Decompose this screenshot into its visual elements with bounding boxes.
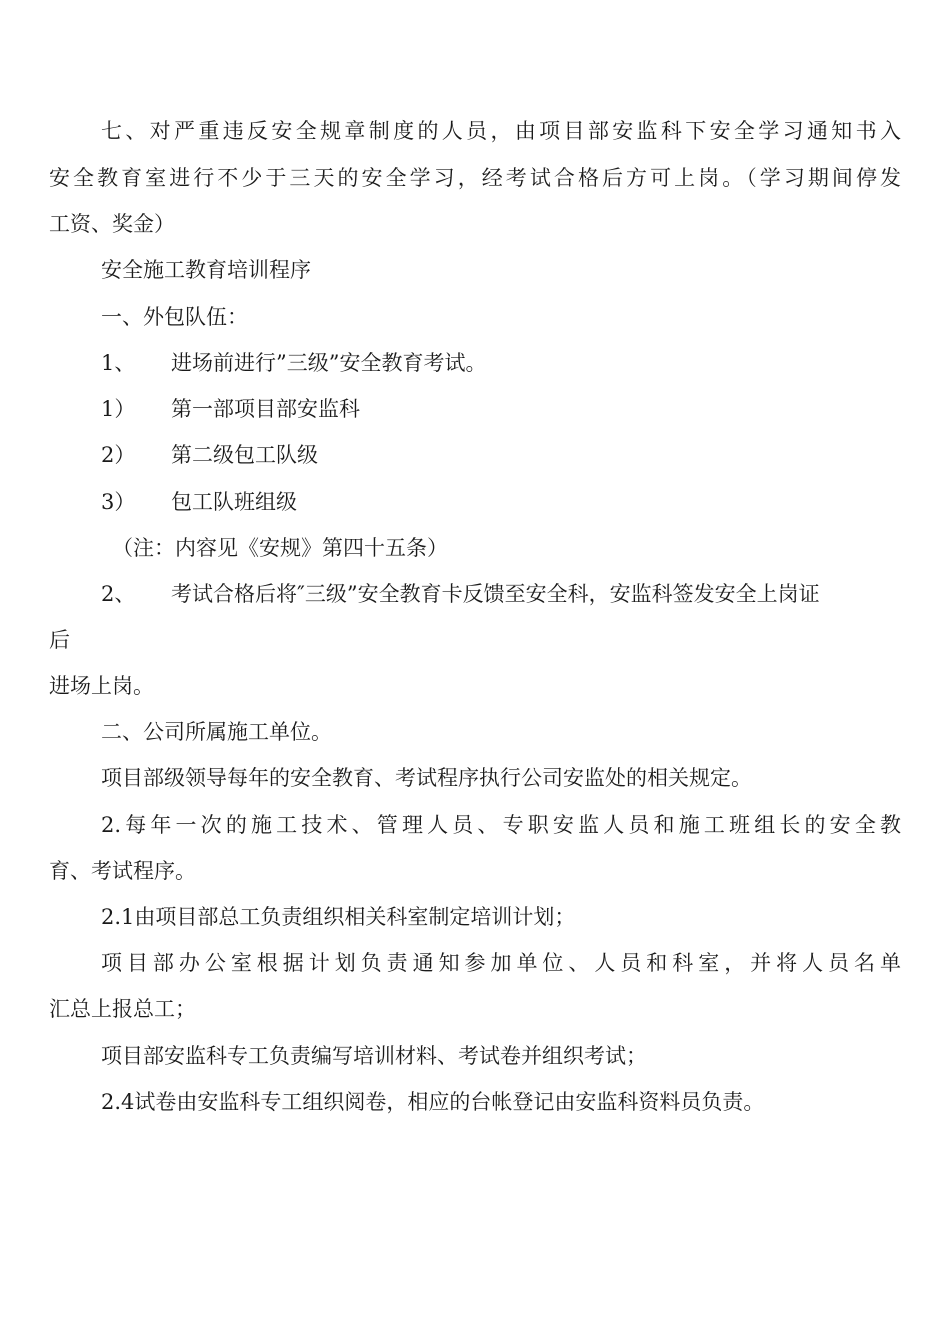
- paragraph-line: 项目部办公室根据计划负责通知参加单位、人员和科室，并将人员名单: [101, 951, 901, 975]
- list-item: [101, 394, 901, 424]
- paragraph-line: 2.4试卷由安监科专工组织阅卷，相应的台帐登记由安监科资料员负责。: [101, 1090, 765, 1114]
- list-text: 第一部项目部安监科: [171, 397, 360, 421]
- list-number: 1、: [101, 351, 136, 375]
- note-line: （注：内容见《安规》第四十五条）: [112, 536, 448, 560]
- list-number: 1）: [101, 397, 136, 421]
- section-heading: 安全施工教育培训程序: [101, 258, 311, 282]
- list-item: [101, 579, 901, 609]
- paragraph-line: 项目部级领导每年的安全教育、考试程序执行公司安监处的相关规定。: [101, 766, 752, 790]
- subsection-heading: 一、外包队伍：: [101, 305, 248, 329]
- list-text: 包工队班组级: [171, 490, 297, 514]
- list-item: [101, 348, 901, 378]
- list-item: [101, 440, 901, 470]
- paragraph-line: 后: [49, 628, 70, 652]
- list-text: 考试合格后将″三级”安全教育卡反馈至安全科，安监科签发安全上岗证: [171, 582, 820, 606]
- paragraph-line: 七、对严重违反安全规章制度的人员，由项目部安监科下安全学习通知书入: [101, 119, 901, 143]
- paragraph-line: 安全教育室进行不少于三天的安全学习，经考试合格后方可上岗。（学习期间停发: [49, 166, 901, 190]
- paragraph-line: 2.1由项目部总工负责组织相关科室制定培训计划；: [101, 905, 576, 929]
- paragraph-line: 进场上岗。: [49, 674, 154, 698]
- paragraph-line: 育、考试程序。: [49, 859, 196, 883]
- subsection-heading: 二、公司所属施工单位。: [101, 720, 332, 744]
- paragraph-line: 项目部安监科专工负责编写培训材料、考试卷并组织考试；: [101, 1044, 647, 1068]
- list-number: 3）: [101, 490, 136, 514]
- list-text: 进场前进行”三级”安全教育考试。: [171, 351, 487, 375]
- list-item: [101, 487, 901, 517]
- list-text: 第二级包工队级: [171, 443, 318, 467]
- paragraph-line: 工资、奖金）: [49, 212, 175, 236]
- paragraph-line: 汇总上报总工；: [49, 997, 196, 1021]
- list-number: 2）: [101, 443, 136, 467]
- list-number: 2、: [101, 582, 136, 606]
- paragraph-line: 2.每年一次的施工技术、管理人员、专职安监人员和施工班组长的安全教: [101, 813, 901, 837]
